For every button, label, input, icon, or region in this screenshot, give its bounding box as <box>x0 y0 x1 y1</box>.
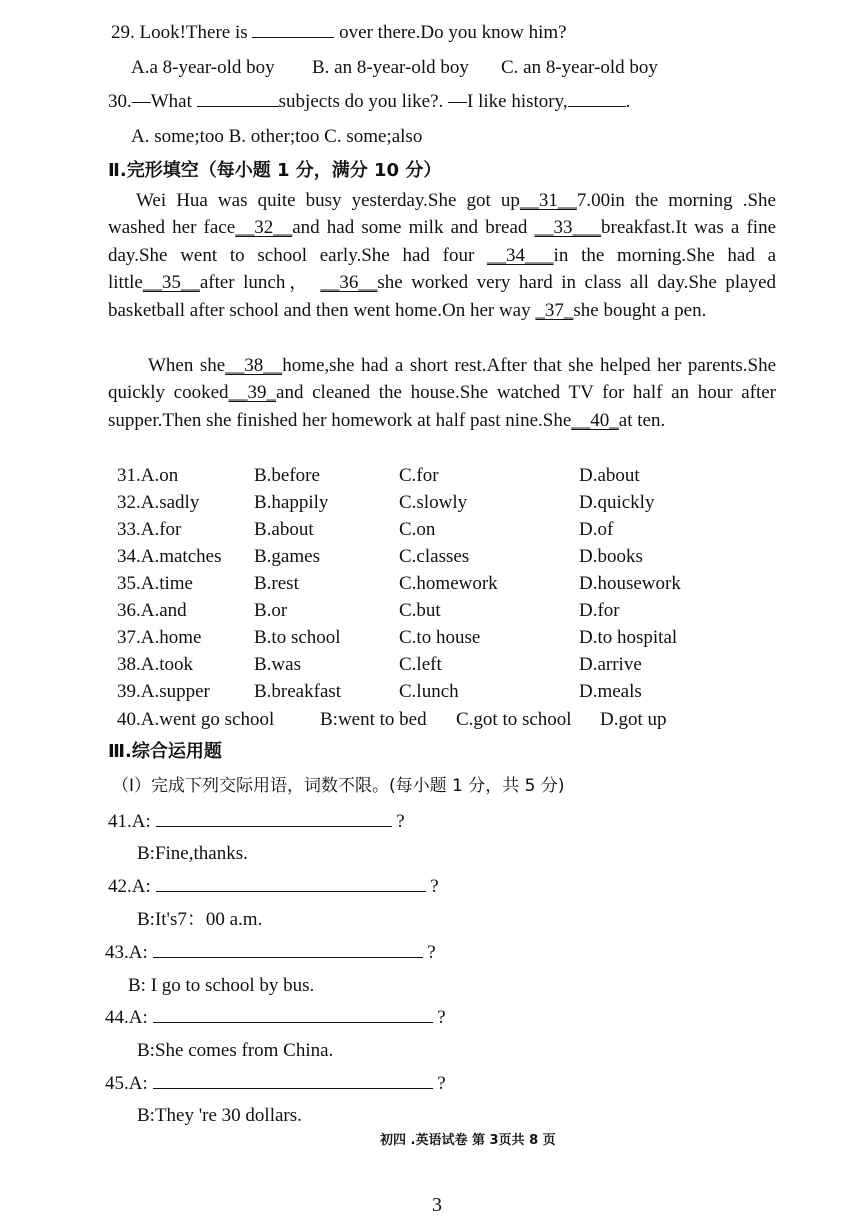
q29-option-c[interactable]: C. an 8-year-old boy <box>501 57 658 78</box>
choice-35-c[interactable]: C.homework <box>399 573 498 594</box>
dialog-44-question <box>105 1007 446 1029</box>
dialog-45-answer: B:They 're 30 dollars. <box>137 1105 302 1126</box>
q30-blank-2[interactable] <box>568 91 626 107</box>
passage-text: after lunch， <box>199 272 312 294</box>
dialog-42-question <box>108 876 439 898</box>
choice-34-c[interactable]: C.classes <box>399 546 470 567</box>
passage-text: and had some milk and bread <box>292 217 528 239</box>
passage-text: Wei Hua was quite busy yesterday.She got up <box>136 190 520 211</box>
passage-paragraph-2 <box>108 352 776 434</box>
choice-31-b[interactable]: B.before <box>254 465 320 486</box>
choice-36-a[interactable]: 36.A.and <box>117 600 187 621</box>
blank-37: _37_ <box>535 299 574 321</box>
choice-37-b[interactable]: B.to school <box>254 627 341 648</box>
passage-text: When she <box>148 355 226 376</box>
blank-34: __34___ <box>487 244 554 266</box>
dialog-44-label: 44.A: <box>105 1007 148 1028</box>
dialog-42-label: 42.A: <box>108 876 151 897</box>
section-3-subheading: （I）完成下列交际用语，词数不限。(每小题 1 分，共 5 分) <box>112 776 565 796</box>
q29-suffix: over there.Do you know him? <box>339 22 567 43</box>
choice-31-d[interactable]: D.about <box>579 465 640 486</box>
passage-text: she worked very hard in class all day.She played basketball after school and then went home.On her way <box>108 272 776 321</box>
passage-paragraph-1 <box>108 187 776 324</box>
blank-38: __38__ <box>225 355 283 376</box>
q30-options: A. some;too B. other;too C. some;also <box>131 126 423 147</box>
choice-35-d[interactable]: D.housework <box>579 573 681 594</box>
choice-34-d[interactable]: D.books <box>579 546 643 567</box>
dialog-45-label: 45.A: <box>105 1073 148 1094</box>
passage-text: in the morning.She had a little <box>108 244 777 294</box>
blank-35: __35__ <box>142 272 200 294</box>
passage-text: breakfast.It was a fine day.She went to school early.She had four <box>108 217 777 266</box>
q30-mid: subjects do you like?. —I like history, <box>278 91 568 112</box>
choice-32-d[interactable]: D.quickly <box>579 492 655 513</box>
page-footer: 初四 .英语试卷 第 3页共 8 页 <box>380 1133 556 1148</box>
choice-38-c[interactable]: C.left <box>399 654 442 675</box>
q29-blank[interactable] <box>252 22 334 38</box>
dialog-41-answer: B:Fine,thanks. <box>137 843 248 864</box>
dialog-43-question <box>105 942 436 964</box>
blank-32: __32__ <box>235 217 293 239</box>
choice-39-a[interactable]: 39.A.supper <box>117 681 210 702</box>
page-number: 3 <box>432 1194 442 1216</box>
passage-text: she bought a pen. <box>573 299 707 321</box>
question-mark: ? <box>437 1073 446 1094</box>
dialog-43-answer-line[interactable] <box>153 942 423 958</box>
choice-40-d[interactable]: D.got up <box>600 709 667 730</box>
q29-option-a[interactable]: A.a 8-year-old boy <box>131 57 275 78</box>
choice-39-b[interactable]: B.breakfast <box>254 681 342 702</box>
passage-text: and cleaned the house.She watched TV for half an hour after supper.Then she finished her homework at half past nine.She <box>108 382 776 431</box>
choice-38-a[interactable]: 38.A.took <box>117 654 193 675</box>
dialog-45-question <box>105 1073 446 1095</box>
dialog-41-answer-line[interactable] <box>156 811 392 827</box>
blank-39: __39_ <box>228 382 277 404</box>
choice-36-b[interactable]: B.or <box>254 600 288 621</box>
choice-37-a[interactable]: 37.A.home <box>117 627 202 648</box>
choice-33-b[interactable]: B.about <box>254 519 314 540</box>
choice-32-c[interactable]: C.slowly <box>399 492 468 513</box>
choice-31-a[interactable]: 31.A.on <box>117 465 179 486</box>
question-mark: ? <box>437 1007 446 1028</box>
choice-40-c[interactable]: C.got to school <box>456 709 572 730</box>
dialog-44-answer-line[interactable] <box>153 1007 433 1023</box>
q29-prefix: 29. Look!There is <box>111 22 248 43</box>
choice-38-b[interactable]: B.was <box>254 654 301 675</box>
choice-39-c[interactable]: C.lunch <box>399 681 459 702</box>
dialog-42-answer-line[interactable] <box>156 876 426 892</box>
choice-33-c[interactable]: C.on <box>399 519 436 540</box>
choice-40-b[interactable]: B:went to bed <box>320 709 427 730</box>
choice-37-c[interactable]: C.to house <box>399 627 481 648</box>
question-mark: ? <box>430 876 439 897</box>
q29-option-b[interactable]: B. an 8-year-old boy <box>312 57 469 78</box>
question-mark: ? <box>396 811 405 832</box>
dialog-42-answer: B:It's7：00 a.m. <box>137 909 263 930</box>
section-3-heading: Ⅲ.综合运用题 <box>108 741 222 762</box>
q30-suffix: . <box>625 91 631 112</box>
choice-40-a[interactable]: 40.A.went go school <box>117 709 275 730</box>
question-30 <box>108 91 630 113</box>
blank-40: __40_ <box>571 409 619 431</box>
passage-text: home,she had a short rest.After that she helped her parents.She quickly cooked <box>108 355 776 404</box>
dialog-45-answer-line[interactable] <box>153 1073 433 1089</box>
dialog-44-answer: B:She comes from China. <box>137 1040 334 1061</box>
choice-36-c[interactable]: C.but <box>399 600 441 621</box>
question-mark: ? <box>427 942 436 963</box>
choice-33-a[interactable]: 33.A.for <box>117 519 182 540</box>
choice-32-a[interactable]: 32.A.sadly <box>117 492 200 513</box>
passage-text: 7.00in the morning .She washed her face <box>108 190 776 239</box>
blank-33: __33___ <box>534 217 602 239</box>
blank-31: __31__ <box>519 190 577 211</box>
choice-36-d[interactable]: D.for <box>579 600 620 621</box>
passage-text: at ten. <box>618 409 666 431</box>
choice-34-b[interactable]: B.games <box>254 546 320 567</box>
dialog-43-label: 43.A: <box>105 942 148 963</box>
q30-prefix: 30.—What <box>108 91 192 112</box>
choice-37-d[interactable]: D.to hospital <box>579 627 678 648</box>
dialog-41-label: 41.A: <box>108 811 151 832</box>
choice-39-d[interactable]: D.meals <box>579 681 642 702</box>
choice-34-a[interactable]: 34.A.matches <box>117 546 222 567</box>
dialog-43-answer: B: I go to school by bus. <box>128 975 315 996</box>
choice-35-b[interactable]: B.rest <box>254 573 299 594</box>
choice-38-d[interactable]: D.arrive <box>579 654 642 675</box>
choice-32-b[interactable]: B.happily <box>254 492 329 513</box>
section-2-heading: Ⅱ.完形填空（每小题 1 分，满分 10 分） <box>108 160 442 181</box>
blank-36: __36__ <box>320 272 378 294</box>
q30-blank-1[interactable] <box>197 91 279 107</box>
question-29 <box>111 22 567 44</box>
choice-35-a[interactable]: 35.A.time <box>117 573 193 594</box>
dialog-41-question <box>108 811 405 833</box>
choice-33-d[interactable]: D.of <box>579 519 614 540</box>
choice-31-c[interactable]: C.for <box>399 465 439 486</box>
